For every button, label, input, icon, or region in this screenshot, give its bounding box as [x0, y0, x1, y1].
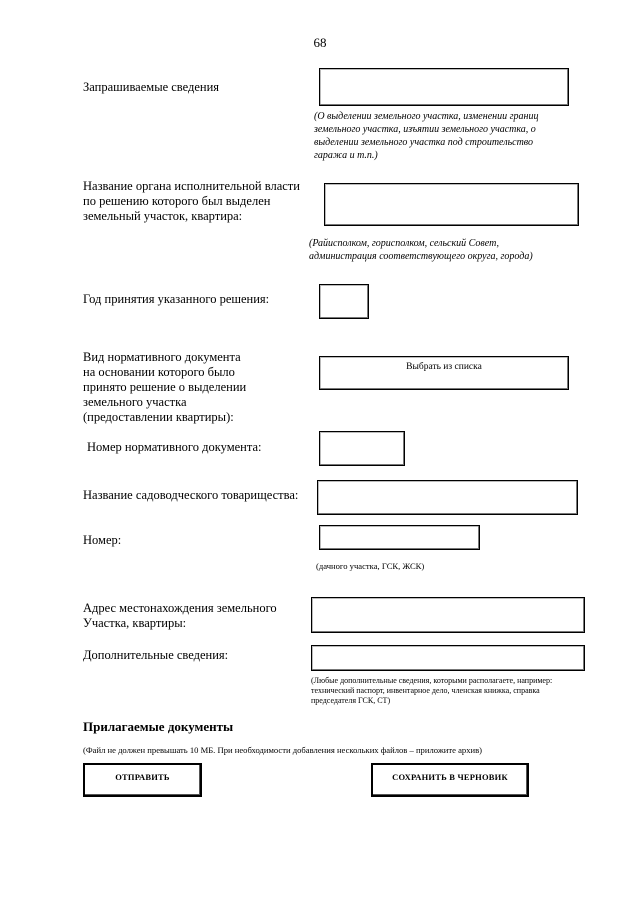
- decision-year-input[interactable]: [319, 284, 369, 319]
- normative-doc-type-label: Вид нормативного документа на основании которого было принято решение о выделении земельного участка (предоставлении квартиры):: [83, 350, 247, 424]
- attachments-note: (Файл не должен превышать 10 МБ. При необходимости добавления нескольких файлов – приложите архив): [83, 745, 483, 755]
- number-hint: (дачного участка, ГСК, ЖСК): [316, 561, 425, 571]
- save-draft-button[interactable]: СОХРАНИТЬ В ЧЕРНОВИК: [371, 763, 529, 797]
- normative-doc-type-select[interactable]: [319, 356, 569, 390]
- requested-info-label: Запрашиваемые сведения: [83, 80, 220, 94]
- attachments-title: Прилагаемые документы: [83, 719, 234, 734]
- number-label: Номер:: [83, 533, 122, 547]
- additional-info-label: Дополнительные сведения:: [83, 648, 229, 662]
- address-label: Адрес местонахождения земельного Участка, квартиры:: [83, 601, 277, 630]
- garden-partnership-label: Название садоводческого товарищества:: [83, 488, 299, 502]
- normative-doc-number-label: Номер нормативного документа:: [87, 440, 262, 454]
- decision-year-label: Год принятия указанного решения:: [83, 292, 270, 306]
- page-number: 68: [313, 35, 327, 50]
- additional-info-input[interactable]: [311, 645, 585, 671]
- authority-name-label: Название органа исполнительной власти по решению которого был выделен земельный участок, квартира:: [83, 179, 300, 223]
- garden-partnership-input[interactable]: [317, 480, 578, 515]
- additional-info-hint: (Любые дополнительные сведения, которыми располагаете, например: технический паспорт, инвентарное дело, членская книжка, справка председателя ГСК, СТ): [311, 676, 553, 705]
- authority-name-input[interactable]: [324, 183, 579, 226]
- requested-info-input[interactable]: [319, 68, 569, 106]
- address-input[interactable]: [311, 597, 585, 633]
- normative-doc-number-input[interactable]: [319, 431, 405, 466]
- number-input[interactable]: [319, 525, 480, 550]
- authority-name-hint: (Райисполком, горисполком, сельский Совет, администрация соответствующего округа, города): [309, 238, 533, 262]
- requested-info-hint: (О выделении земельного участка, изменении границ земельного участка, изъятии земельного участка, о выделении земельного участка под строительство гаража и т.п.): [314, 111, 539, 161]
- normative-doc-type-select-text: Выбрать из списка: [406, 362, 482, 372]
- submit-button[interactable]: ОТПРАВИТЬ: [83, 763, 202, 797]
